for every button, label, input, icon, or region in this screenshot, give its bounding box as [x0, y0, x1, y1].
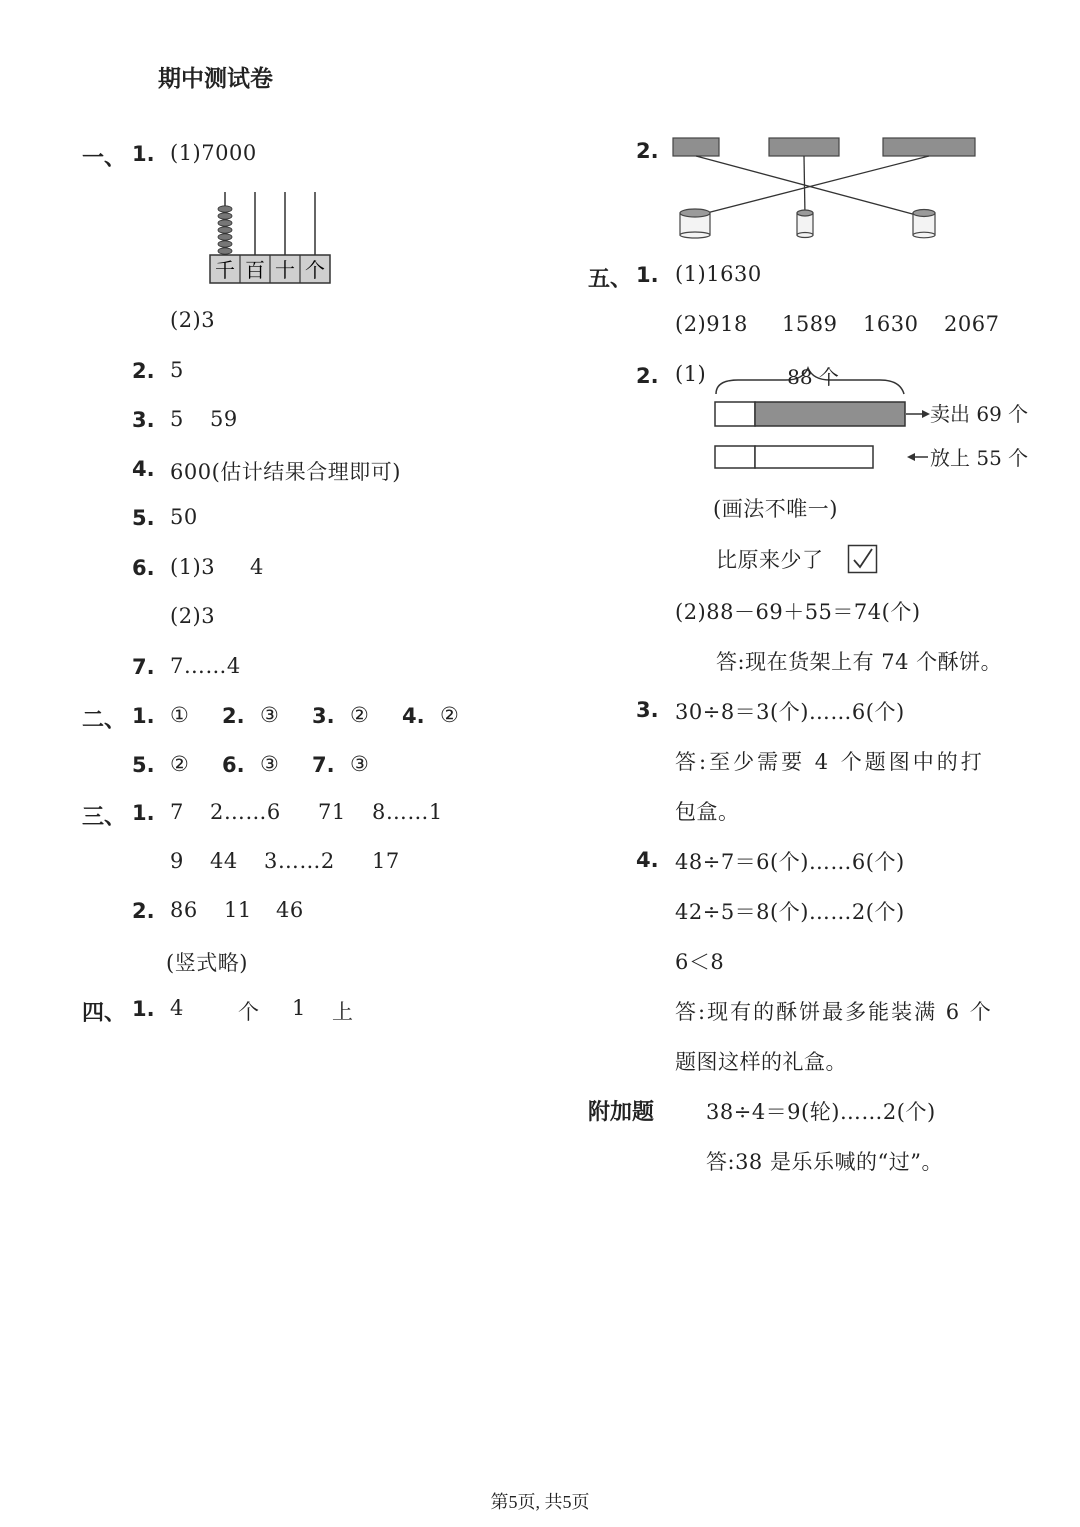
s5-q4-equation-2: 42÷5＝8(个)……2(个): [675, 900, 905, 924]
s2-item-number: 5.: [132, 753, 155, 777]
short-bar: [673, 138, 719, 156]
s2-item-number: 6.: [222, 753, 245, 777]
s3-q2-number: 2.: [132, 899, 155, 923]
s2-item-number: 2.: [222, 704, 245, 728]
q5-answer: 50: [170, 505, 198, 529]
q4-answer: 600(估计结果合理即可): [170, 460, 401, 484]
s5-q1-number: 1.: [636, 263, 659, 287]
s3-q2-cell: 11: [224, 898, 252, 922]
s3-q1-cell: 71: [318, 800, 346, 824]
s2-item-number: 1.: [132, 704, 155, 728]
s3-q1-cell: 17: [372, 849, 400, 873]
page-title: 期中测试卷: [158, 66, 273, 92]
s5-q2-number: 2.: [636, 364, 659, 388]
s3-q2-cell: 46: [276, 898, 304, 922]
q6-answer-a: (1)3: [170, 555, 216, 579]
abacus-beads: [218, 206, 232, 254]
s5-q1-cell: 1589: [782, 312, 838, 336]
matching-diagram: [665, 130, 985, 242]
s5-q3-number: 3.: [636, 698, 659, 722]
s5-q2-answer: 答:现在货架上有 74 个酥饼。: [716, 650, 1003, 674]
s4-q1-cell: 个: [238, 1000, 260, 1024]
s3-q1-cell: 9: [170, 849, 184, 873]
page-footer: 第5页, 共5页: [490, 1492, 590, 1512]
section-3-label: 三、: [82, 805, 127, 830]
abacus-label-tens: 十: [275, 258, 295, 282]
long-bar: [883, 138, 975, 156]
s2-item-number: 3.: [312, 704, 335, 728]
brace-label: 88 个: [787, 365, 839, 389]
remaining-segment-2: [715, 446, 755, 468]
q7-answer: 7……4: [170, 654, 241, 678]
extra-equation: 38÷4＝9(轮)……2(个): [706, 1100, 936, 1124]
added-label: 放上 55 个: [930, 446, 1029, 470]
q6-answer-c: (2)3: [170, 604, 216, 628]
s2-item-number: 4.: [402, 704, 425, 728]
narrow-cylinder: [797, 210, 813, 238]
q3-number: 3.: [132, 408, 155, 432]
extra-question-label: 附加题: [588, 1100, 655, 1125]
s5-q4-equation-1: 48÷7＝6(个)……6(个): [675, 850, 905, 874]
s5-q1-cell: (2)918: [675, 312, 748, 336]
bar-model-diagram: [708, 360, 1048, 475]
s5-q1-cell: 2067: [944, 312, 1000, 336]
q2-answer: 5: [170, 358, 184, 382]
section-4-label: 四、: [82, 1001, 127, 1026]
section-1-label: 一、: [82, 146, 127, 171]
q6-number: 6.: [132, 556, 155, 580]
s3-q1-number: 1.: [132, 801, 155, 825]
s5-q1-answer-a: (1)1630: [675, 262, 762, 286]
abacus-label-thousands: 千: [215, 258, 235, 282]
added-segment: [755, 446, 873, 468]
medium-bar: [769, 138, 839, 156]
extra-answer: 答:38 是乐乐喊的“过”。: [706, 1150, 943, 1174]
sold-segment: [755, 402, 905, 426]
s5-q3-answer-line1: 答:至少需要 4 个题图中的打: [675, 750, 985, 774]
s3-q1-cell: 44: [210, 849, 238, 873]
s3-q1-cell: 3……2: [264, 849, 335, 873]
s2-item-answer: ③: [350, 752, 370, 776]
s5-q4-answer-line2: 题图这样的礼盒。: [675, 1050, 847, 1074]
s5-q3-answer-line2: 包盒。: [675, 800, 740, 824]
s4-q1-cell: 4: [170, 996, 184, 1020]
q7-number: 7.: [132, 655, 155, 679]
s5-q2-part2: (2)88－69＋55＝74(个): [675, 600, 921, 624]
abacus-label-ones: 个: [305, 258, 325, 282]
medium-cylinder: [913, 210, 935, 238]
remaining-segment: [715, 402, 755, 426]
section-2-label: 二、: [82, 708, 127, 733]
wide-cylinder: [680, 209, 710, 238]
q2-number: 2.: [132, 359, 155, 383]
s2-item-answer: ②: [170, 752, 190, 776]
s4-q1-cell: 上: [332, 1000, 354, 1024]
q5-number: 5.: [132, 506, 155, 530]
abacus-label-hundreds: 百: [245, 258, 265, 282]
q1-answer-a: (1)7000: [170, 141, 257, 165]
s4-q1-number: 1.: [132, 997, 155, 1021]
s5-q4-answer-line1: 答:现有的酥饼最多能装满 6 个: [675, 1000, 993, 1024]
drawing-note: (画法不唯一): [713, 497, 838, 521]
check-box-icon: [847, 544, 879, 574]
s2-item-answer: ①: [170, 703, 190, 727]
s3-q2-cell: 86: [170, 898, 198, 922]
s5-q3-equation: 30÷8＝3(个)……6(个): [675, 700, 905, 724]
sold-label: 卖出 69 个: [930, 402, 1029, 426]
s5-q2-part1-label: (1): [675, 362, 707, 386]
q3-answer-b: 59: [210, 407, 238, 431]
q3-answer-a: 5: [170, 407, 184, 431]
s5-q4-comparison: 6＜8: [675, 950, 725, 974]
s2-item-answer: ③: [260, 703, 280, 727]
q1-number: 1.: [132, 142, 155, 166]
s5-q1-cell: 1630: [863, 312, 919, 336]
s4-q2-number: 2.: [636, 139, 659, 163]
abacus-figure: [205, 188, 335, 288]
q1-answer-b: (2)3: [170, 308, 216, 332]
s2-item-number: 7.: [312, 753, 335, 777]
q6-answer-b: 4: [250, 555, 264, 579]
s5-q4-number: 4.: [636, 848, 659, 872]
s3-q1-cell: 8……1: [372, 800, 443, 824]
s2-item-answer: ②: [440, 703, 460, 727]
s3-q1-cell: 7: [170, 800, 184, 824]
s2-item-answer: ②: [350, 703, 370, 727]
q4-number: 4.: [132, 457, 155, 481]
less-text: 比原来少了: [716, 548, 824, 572]
s3-note: (竖式略): [166, 951, 248, 975]
s3-q1-cell: 2……6: [210, 800, 281, 824]
section-5-label: 五、: [588, 267, 633, 292]
s4-q1-cell: 1: [292, 996, 306, 1020]
s2-item-answer: ③: [260, 752, 280, 776]
